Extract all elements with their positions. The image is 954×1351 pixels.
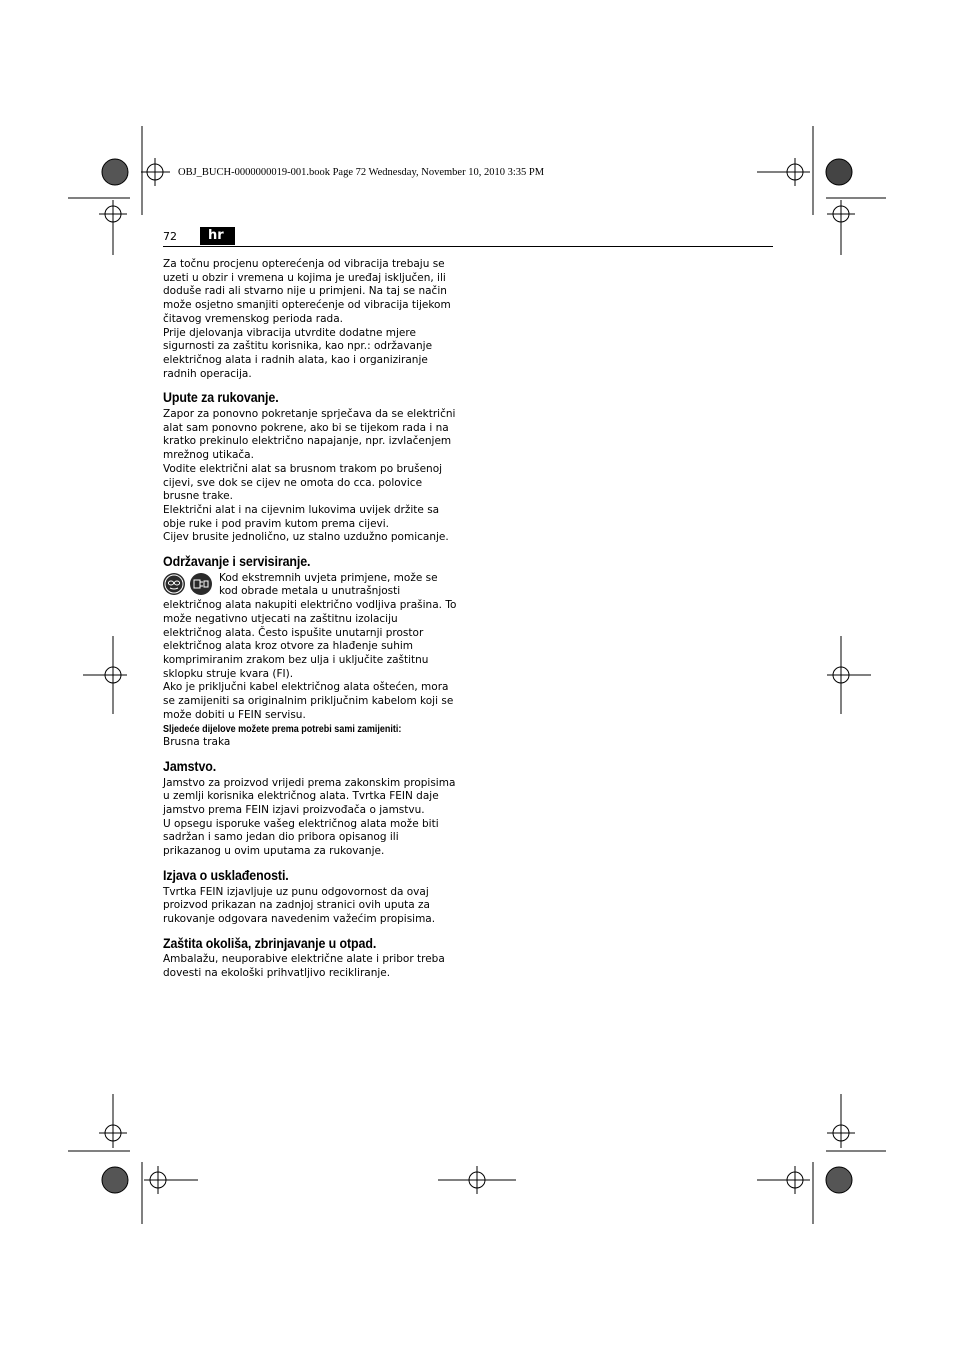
replaceable-parts-heading: Sljedeće dijelove možete prema potrebi sami zamijeniti:	[163, 723, 402, 735]
paragraph: Tvrtka FEIN izjavljuje uz punu odgovornost da ovaj proizvod prikazan na zadnjoj stranici ovih uputa za rukovanje odgovara navedenim važećim propisima.	[163, 885, 436, 925]
paragraph: Vodite električni alat sa brusnom trakom po brušenoj cijevi, sve dok se cijev ne omota do cca. polovice brusne trake.	[163, 462, 443, 503]
text-column	[163, 258, 459, 981]
section-heading-izjava: Izjava o usklađenosti.	[163, 867, 289, 883]
paragraph: Cijev brusite jednolično, uz stalno uzdužno pomicanje.	[163, 531, 449, 544]
header-rule	[163, 246, 773, 247]
file-info: OBJ_BUCH-0000000019-001.book Page 72 Wednesday, November 10, 2010 3:35 PM	[178, 167, 545, 178]
section-heading-odrzavanje: Održavanje i servisiranje.	[163, 554, 311, 570]
paragraph: Ako je priključni kabel električnog alata oštećen, mora se zamijeniti sa originalnim priključnim kabelom koji se može dobiti u FEIN servisu.	[163, 681, 454, 721]
paragraph: Ambalažu, neuporabive električne alate i pribor treba dovesti na ekološki prihvatljivo recikliranje.	[163, 953, 445, 980]
paragraph: U opsegu isporuke vašeg električnog alata može biti sadržan i samo jedan dio pribora opisanog ili prikazanog u ovim uputama za rukovanje.	[163, 817, 439, 858]
intro-paragraph: Prije djelovanja vibracija utvrdite dodatne mjere sigurnosti za zaštitu korisnika, kao npr.: održavanje električnog alata i radnih alata, kao i organiziranje radnih operacija.	[163, 326, 433, 380]
paragraph: Zapor za ponovno pokretanje sprječava da se električni alat sam ponovno pokrene, ako bi se tijekom rada i na kratko prekinulo električno napajanje, npr. izvlačenjem mrežnog utikača.	[163, 408, 456, 462]
language-badge: hr	[200, 227, 235, 245]
warning-icons	[163, 573, 217, 597]
paragraph: Kod ekstremnih uvjeta primjene, može se kod obrade metala u unutrašnjosti električnog alata nakupiti električno vodljiva prašina. To može negativno utjecati na zaštitnu izolaciju električnog alata. Često ispušite unutarnji prostor električnog alata kroz otvore za hlađenje suhim komprimiranim zrakom bez ulja i uključite zaštitnu sklopku struje kvara (FI).	[163, 571, 457, 680]
section-heading-jamstvo: Jamstvo.	[163, 758, 217, 774]
paragraph: Električni alat i na cijevnim lukovima uvijek držite sa obje ruke i pod pravim kutom prema cijevi.	[163, 503, 440, 530]
replaceable-part: Brusna traka	[163, 736, 231, 749]
section-heading-zastita: Zaštita okoliša, zbrinjavanje u otpad.	[163, 935, 377, 951]
intro-paragraph: Za točnu procjenu opterećenja od vibracija trebaju se uzeti u obzir i vremena u kojima je uređaj isključen, ili doduše radi ali stvarno nije u primjeni. Na taj se način može osjetno smanjiti opterećenje od vibracija tijekom čitavog vremenskog perioda rada.	[163, 258, 451, 325]
unplug-icon	[190, 573, 212, 595]
paragraph: Jamstvo za proizvod vrijedi prema zakonskim propisima u zemlji korisnika električnog alata. Tvrtka FEIN daje jamstvo prema FEIN izjavi proizvođača o jamstvu.	[163, 776, 456, 817]
page-number: 72	[163, 230, 177, 243]
section-heading-upute: Upute za rukovanje.	[163, 390, 279, 406]
safety-goggles-icon	[163, 573, 185, 595]
